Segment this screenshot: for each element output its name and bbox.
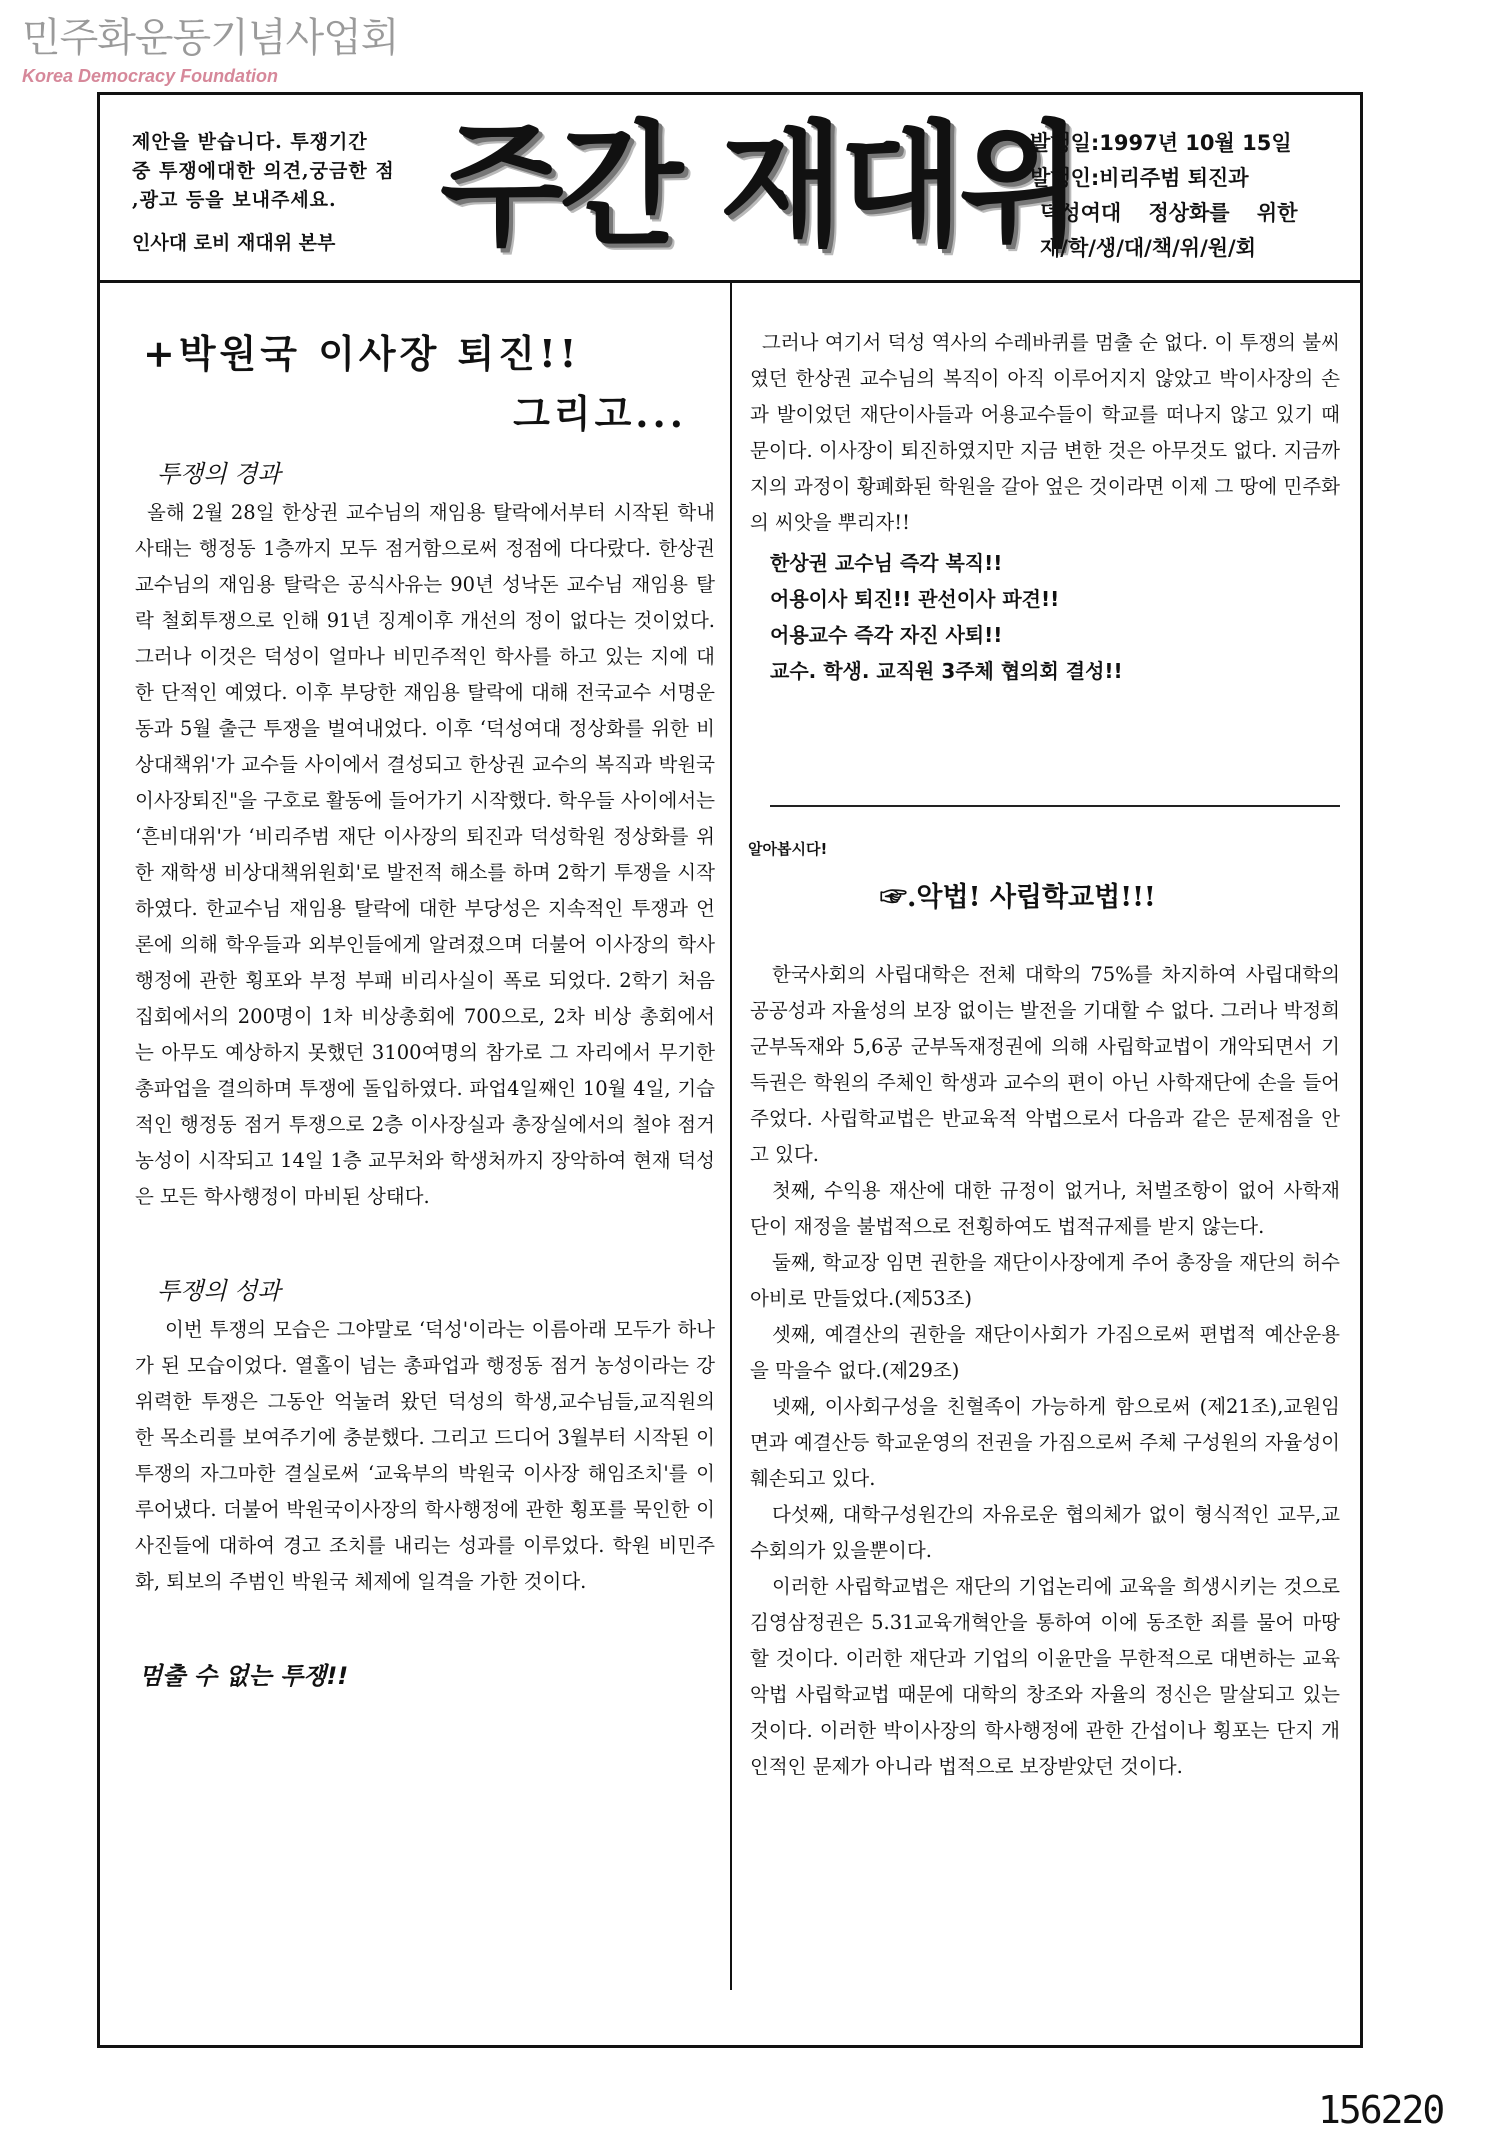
handwritten-archive-number: 156220 — [1318, 2088, 1444, 2132]
publish-date: 발행일:1997년 10월 15일 — [1030, 131, 1292, 155]
paragraph: 한국사회의 사립대학은 전체 대학의 75%를 차지하여 사립대학의 공공성과 자율성의 보장 없이는 발전을 기대할 수 없다. 그러나 박정희 군부독재와 5,6공 군부독재정권에 의해 사립학교법이 개악되면서 기득권은 학원의 주체인 학생과 교수의 편이 아닌 사학재단에 손을 들어주었다. 사립학교법은 반교육적 악법으로서 다음과 같은 문제점을 안고 있다. — [750, 963, 1340, 1166]
right-column-top — [750, 325, 1340, 689]
slogan-list — [770, 545, 1340, 689]
slogan: 한상권 교수님 즉각 복직!! — [770, 551, 1003, 575]
paragraph: 다섯째, 대학구성원간의 자유로운 협의체가 없이 형식적인 교무,교수회의가 있을뿐이다. — [750, 1503, 1340, 1562]
publisher-line: 발행인:비리주범 퇴진과 — [1030, 166, 1249, 190]
paragraph: 넷째, 이사회구성을 친혈족이 가능하게 함으로써 (제21조),교원임면과 예결산등 학교운영의 전권을 가짐으로써 주체 구성원의 자율성이 훼손되고 있다. — [750, 1395, 1340, 1490]
section-title-results: 투쟁의 성과 — [157, 1277, 281, 1305]
main-headline: +박원국 이사장 퇴진!! — [143, 331, 581, 376]
watermark-logo-korean: 민주화운동기념사업회 — [22, 15, 399, 61]
learn-label: 알아봅시다! — [748, 840, 828, 858]
header-notice — [132, 128, 452, 258]
paragraph: 이러한 사립학교법은 재단의 기업논리에 교육을 희생시키는 것으로 김영삼정권은 5.31교육개혁안을 통하여 이에 동조한 죄를 물어 마땅할 것이다. 이러한 재단과 기업의 이윤만을 무한적으로 대변하는 교육악법 사립학교법 때문에 대학의 창조와 자율의 정신은 말살되고 있는 것이다. 이러한 박이사장의 학사행정에 관한 간섭이나 횡포는 단지 개인적인 문제가 아니라 법적으로 보장받았던 것이다. — [750, 1575, 1340, 1778]
paragraph: 이번 투쟁의 모습은 그야말로 ‘덕성'이라는 이름아래 모두가 하나가 된 모습이었다. 열홀이 넘는 총파업과 행정동 점거 농성이라는 강위력한 투쟁은 그동안 억눌려 왔던 덕성의 학생,교수님들,교직원의 한 목소리를 보여주기에 충분했다. 그리고 드디어 3월부터 시작된 이 투쟁의 자그마한 결실로써 ‘교육부의 박원국 이사장 해임조치'를 이루어냈다. 더불어 박원국이사장의 학사행정에 관한 횡포를 묵인한 이사진들에 대하여 경고 조치를 내리는 성과를 이루었다. 학원 비민주화, 퇴보의 주범인 박원국 체제에 일격을 가한 것이다. — [135, 1318, 715, 1593]
notice-line: ,광고 등을 보내주세요. — [132, 189, 337, 211]
publisher-line: 덕성여대 정상화를 위한 — [1040, 201, 1298, 225]
main-headline-sub: 그리고... — [513, 391, 687, 436]
paragraph: 첫째, 수익용 재산에 대한 규정이 없거나, 처벌조항이 없어 사학재단이 재정을 불법적으로 전횡하여도 법적규제를 받지 않는다. — [750, 1179, 1340, 1238]
slogan: 어용교수 즉각 자진 사퇴!! — [770, 623, 1003, 647]
paragraph: 셋째, 예결산의 권한을 재단이사회가 가짐으로써 편법적 예산운용을 막을수 없다.(제29조) — [750, 1323, 1340, 1382]
article-body — [135, 1312, 715, 1600]
section-separator — [770, 805, 1340, 807]
publication-info — [1030, 126, 1360, 266]
notice-line: 제안을 받습니다. 투쟁기간 — [132, 131, 368, 153]
article-body — [135, 495, 715, 1215]
section-title-unstoppable: 멈출 수 없는 투쟁!! — [139, 1662, 349, 1690]
watermark-logo-english: Korea Democracy Foundation — [22, 66, 279, 86]
paragraph: 그러나 여기서 덕성 역사의 수레바퀴를 멈출 순 없다. 이 투쟁의 불씨였던 한상권 교수님의 복직이 아직 이루어지지 않았고 박이사장의 손과 발이었던 재단이사들과 어용교수들이 학교를 떠나지 않고 있기 때문이다. 이사장이 퇴진하였지만 지금 변한 것은 아무것도 없다. 지금까지의 과정이 황폐화된 학원을 갈아 엎은 것이라면 이제 그 땅에 민주화의 씨앗을 뿌리자!! — [750, 331, 1340, 534]
right-column-law — [750, 957, 1340, 1785]
paragraph: 올해 2월 28일 한상권 교수님의 재임용 탈락에서부터 시작된 학내 사태는 행정동 1층까지 모두 점거함으로써 정점에 다다랐다. 한상권 교수님의 재임용 탈락은 공식사유는 90년 성낙돈 교수님 재임용 탈락 철회투쟁으로 인해 91년 징계이후 개선의 정이 없다는 것이었다. 그러나 이것은 덕성이 얼마나 비민주적인 학사를 하고 있는 지에 대한 단적인 예였다. 이후 부당한 재임용 탈락에 대해 전국교수 서명운동과 5월 출근 투쟁을 벌여내었다. 이후 ‘덕성여대 정상화를 위한 비상대책위'가 교수들 사이에서 결성되고 한상권 교수의 복직과 박원국 이사장퇴진"을 구호로 활동에 들어가기 시작했다. 학우들 사이에서는 ‘흔비대위'가 ‘비리주범 재단 이사장의 퇴진과 덕성학원 정상화를 위한 재학생 비상대책위원회'로 발전적 해소를 하며 2학기 투쟁을 시작하였다. 한교수님 재임용 탈락에 대한 부당성은 지속적인 투쟁과 언론에 의해 학우들과 외부인들에게 알려졌으며 더불어 이사장의 학사행정에 관한 횡포와 부정 부패 비리사실이 폭로 되었다. 2학기 처음 집회에서의 200명이 1차 비상총회에 700으로, 2차 비상 총회에서는 아무도 예상하지 못했던 3100여명의 참가로 그 자리에서 무기한 총파업을 결의하며 투쟁에 돌입하였다. 파업4일째인 10월 4일, 기습적인 행정동 점거 투쟁으로 2층 이사장실과 총장실에서의 철야 점거 농성이 시작되고 14일 1층 교무처와 학생처까지 장악하여 현재 덕성은 모든 학사행정이 마비된 상태다. — [135, 501, 715, 1208]
article-body — [750, 325, 1340, 541]
section-title-progress: 투쟁의 경과 — [157, 460, 281, 488]
law-headline: ☞.악법! 사립학교법!!! — [880, 882, 1156, 913]
law-article — [750, 957, 1340, 1785]
newspaper-title: 주간 재대위 — [440, 108, 1079, 265]
column-divider — [730, 280, 732, 1990]
publisher-line: 재/학/생/대/책/위/원/회 — [1040, 236, 1256, 260]
headquarters-label: 인사대 로비 재대위 본부 — [132, 232, 336, 254]
paragraph: 둘째, 학교장 임면 권한을 재단이사장에게 주어 총장을 재단의 허수아비로 만들었다.(제53조) — [750, 1251, 1340, 1310]
notice-line: 중 투쟁에대한 의견,궁금한 점 — [132, 160, 395, 182]
left-column — [135, 330, 715, 1697]
slogan: 어용이사 퇴진!! 관선이사 파견!! — [770, 587, 1060, 611]
slogan: 교수. 학생. 교직원 3주체 협의회 결성!! — [770, 659, 1123, 683]
